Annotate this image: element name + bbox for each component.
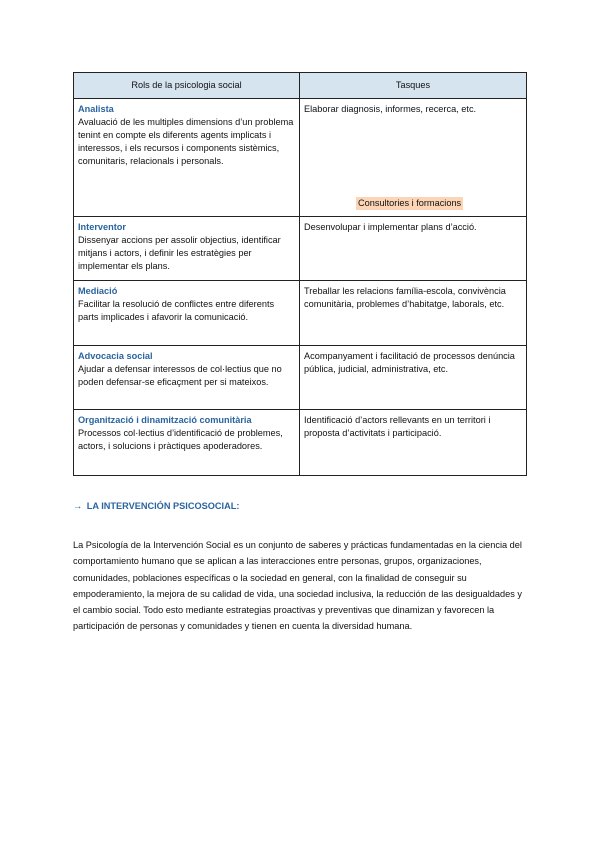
role-description: Dissenyar accions per assolir objectius, identificar mitjans i actors, i definir les estratègies per implementar els plans.	[78, 235, 281, 271]
roles-table	[73, 72, 527, 476]
table-row	[74, 281, 527, 346]
role-description: Processos col·lectius d’identificació de problemes, actors, i solucions i pràctiques apoderadores.	[78, 428, 283, 451]
tasks-cell	[300, 99, 527, 217]
role-name: Interventor	[78, 222, 126, 232]
role-description: Avaluació de les multiples dimensions d’un problema tenint en compte els diferents agents implicats i interessos, i els recursos i components sistèmics, comunitaris, relacionals i personals.	[78, 117, 294, 166]
role-name: Analista	[78, 104, 114, 114]
highlight-tag: Consultories i formacions	[358, 198, 462, 208]
role-cell	[74, 99, 300, 217]
role-cell	[74, 410, 300, 476]
section-heading	[73, 501, 239, 511]
tasks-cell	[300, 217, 527, 281]
tasks-text: Acompanyament i facilitació de processos denúncia pública, judicial, administrativa, etc.	[304, 351, 515, 374]
tasks-text: Elaborar diagnosis, informes, recerca, etc.	[304, 104, 477, 114]
body-paragraph: La Psicología de la Intervención Social es un conjunto de saberes y prácticas fundamentadas en la ciencia del comportamiento humano que se aplican a las interacciones entre personas, grupos, organizaciones, comunidades, poblaciones específicas o la sociedad en general, con la finalidad de conseguir su empoderamiento, la mejora de su calidad de vida, una sociedad inclusiva, la reducción de las desigualdades y el cambio social. Todo esto mediante estrategias proactivas y preventivas que dinamizan y favorecen la participación de personas y comunidades y tienen en cuenta la diversidad humana.	[73, 540, 522, 632]
tasks-text: Treballar les relacions família-escola, convivència comunitària, problemes d’habitatge, laborals, etc.	[304, 286, 506, 309]
table-header-row	[74, 73, 527, 99]
table-row	[74, 99, 527, 217]
table-row	[74, 217, 527, 281]
tasks-text: Identificació d’actors rellevants en un territori i proposta d’activitats i participació.	[304, 415, 491, 438]
table-row	[74, 410, 527, 476]
tasks-cell	[300, 346, 527, 410]
role-name: Advocacia social	[78, 351, 153, 361]
arrow-right-icon: →	[73, 501, 83, 511]
header-tasks: Tasques	[300, 73, 527, 99]
role-cell	[74, 346, 300, 410]
role-name: Organització i dinamització comunitària	[78, 415, 252, 425]
section-heading-text: LA INTERVENCIÓN PSICOSOCIAL:	[86, 501, 240, 511]
table-row	[74, 346, 527, 410]
header-roles: Rols de la psicologia social	[74, 73, 300, 99]
role-name: Mediació	[78, 286, 118, 296]
role-cell	[74, 217, 300, 281]
tasks-cell	[300, 410, 527, 476]
role-description: Facilitar la resolució de conflictes entre diferents parts implicades i afavorir la comunicació.	[78, 299, 275, 322]
tasks-cell	[300, 281, 527, 346]
role-cell	[74, 281, 300, 346]
role-description: Ajudar a defensar interessos de col·lectius que no poden defensar-se eficaçment per si mateixos.	[78, 364, 282, 387]
tasks-text: Desenvolupar i implementar plans d’acció.	[304, 222, 477, 232]
